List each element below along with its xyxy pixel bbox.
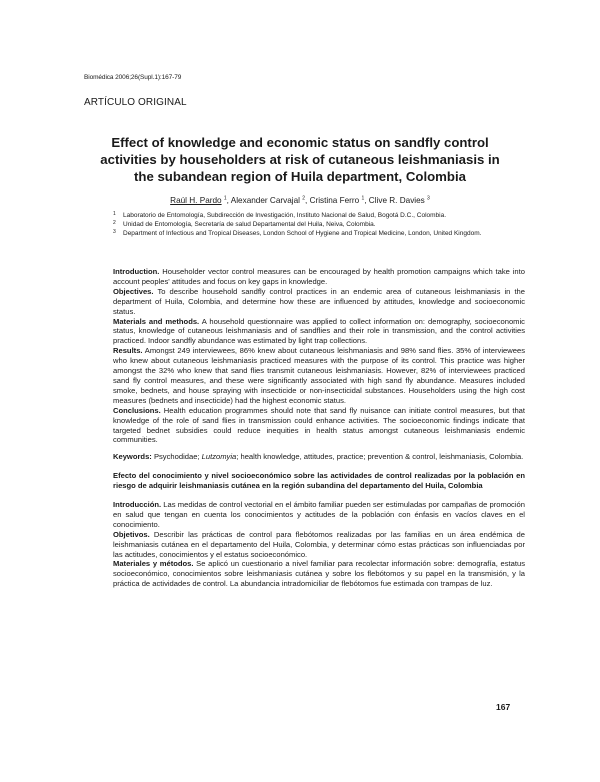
abstract-introduction [113,267,525,287]
affiliations [113,211,523,239]
title-line: activities by householders at risk of cutaneous leishmaniasis in [100,152,500,167]
heading-objectives: Objectives. [113,286,154,296]
heading-results: Results. [113,346,143,356]
heading-methods: Materials and methods. [113,316,200,326]
author-list: Raúl H. Pardo $^1$, Alexander Carvajal $^2$, Cristina Ferro $^1$, Clive R. Davies $^3$ [170,195,430,205]
paragraph-text: Se aplicó un cuestionario a nivel familiar para recolectar información sobre: demografía, estatus socioeconómico, conocimientos sobre leishmaniasis cutánea y sobre los flebótomos y su papel en la transmisión, y la práctica de actividades de control. La abundancia intradomiciliar de flebótomos fue estimada con trampas de luz. [113,559,526,589]
keyword-italic: Lutzomyia [201,452,237,462]
keywords-text: ; health knowledge, attitudes, practice; prevention & control, leishmaniasis, Colombia. [236,452,524,462]
page-number: 167 [496,702,511,712]
keywords [113,452,525,462]
author-affil-sup: 3 [427,195,430,202]
resumen-metodos [113,559,525,589]
affiliation-text: Laboratorio de Entomología, Subdirección de Investigación, Instituto Nacional de Salud, Bogotá D.C., Colombia. [123,212,447,219]
paragraph-text: A household questionnaire was applied to collect information on: demography, socioeconomic status, knowledge of cutaneous leishmaniasis and of sandflies and their role in transmission, and the control activities practiced. Indoor sandfly abundance was estimated by light trap collections. [113,316,525,346]
resumen-introduccion [113,500,525,530]
heading-metodos: Materiales y métodos. [113,559,194,569]
paragraph-text: To describe household sandfly control practices in an endemic area of cutaneous leishmaniasis in the department of Huila, Colombia, and determine how these are influenced by attitudes, knowledge and socioeconomic status. [113,286,525,316]
article-title [70,134,530,185]
affiliation-item [113,229,523,238]
author-affil-sup: 1 [223,195,227,202]
author-name: Cristina Ferro [309,196,360,205]
heading-objetivos: Objetivos. [113,529,150,539]
abstract-results [113,346,525,405]
affiliation-item [113,211,523,220]
heading-introduction: Introduction. [113,267,160,276]
affiliation-text: Unidad de Entomología, Secretaría de salud Departamental del Huila, Neiva, Colombia. [123,221,376,229]
author-name[interactable]: Raúl H. Pardo [170,196,222,205]
abstract [113,267,525,589]
spanish-title: Efecto del conocimiento y nivel socioeconómico sobre las actividades de control realizadas por la población en riesgo de adquirir leishmaniasis cutánea en la región subandina del departamento del Huila, Colombia [113,471,525,491]
affiliation-item [113,220,523,229]
affiliation-number: 1 [113,211,116,217]
title-line: Effect of knowledge and economic status on sandfly control [111,135,489,150]
heading-introduccion: Introducción. [113,500,162,510]
paragraph-text: Las medidas de control vectorial en el ámbito familiar pueden ser estimuladas por campañas de promoción en salud que tengan en cuenta los conocimientos y actitudes de la población con énfasis en vacíos claves en el conocimiento. [113,500,525,529]
author-affil-sup: 1 [361,195,365,202]
paragraph-text: Amongst 249 interviewees, 86% knew about cutaneous leishmaniasis and 98% sand flies. 35% of interviewees who knew about cutaneous leishmaniasis practiced measures with the purpose of its control. This practice was higher amongst the 32% who knew that sand flies transmit cutaneous leishmaniasis. However, 82% of interviewees practiced sand fly control measures, and these were significantly associated with high sand fly abundance. Measures included smoke, bednets, and house spraying with insecticide or non-insecticidal substances. Householders using the high cost measures (bednets and insecticide) had the highest economic status. [113,346,525,405]
title-line: the subandean region of Huila department, Colombia [134,169,466,184]
affiliation-number: 2 [113,220,116,227]
paragraph-text: Describir las prácticas de control para flebótomos realizadas por las familias en un área endémica de leishmaniasis cutánea en el departamento del Huila, Colombia, y determinar cómo estas prácticas son influenciadas por las actitudes, conocimientos y el estatus socioeconómico. [113,529,525,559]
author-affil-sup: 2 [302,195,306,202]
affiliation-number: 3 [113,229,116,236]
affiliation-text: Department of Infectious and Tropical Diseases, London School of Hygiene and Tropical Medicine, London, United Kingdom. [123,230,482,238]
heading-conclusions: Conclusions. [113,405,161,415]
abstract-methods [113,317,525,347]
abstract-conclusions [113,406,525,446]
abstract-objectives [113,287,525,317]
resumen-objetivos [113,530,525,560]
keywords-text: Psychodidae; [151,452,202,462]
paragraph-text: Householder vector control measures can be encouraged by health promotion campaigns which take into account peoples' attitudes and focus on key gaps in knowledge. [113,267,525,286]
heading-keywords: Keywords: [113,452,152,462]
journal-reference: Biomédica 2006;26(Supl.1):167-79 [84,74,182,81]
author-name: Alexander Carvajal [230,196,300,205]
section-label: ARTÍCULO ORIGINAL [84,97,187,108]
author-name: Clive R. Davies [368,196,425,205]
paragraph-text: Health education programmes should note that sand fly nuisance can initiate control measures, but that knowledge of the role of sand flies in transmission could enhance activities. The socioeconomic findings indicate that targeted bednet subsidies could reduce inequities in health status amongst cutaneous leishmaniasis endemic communities. [113,405,525,445]
